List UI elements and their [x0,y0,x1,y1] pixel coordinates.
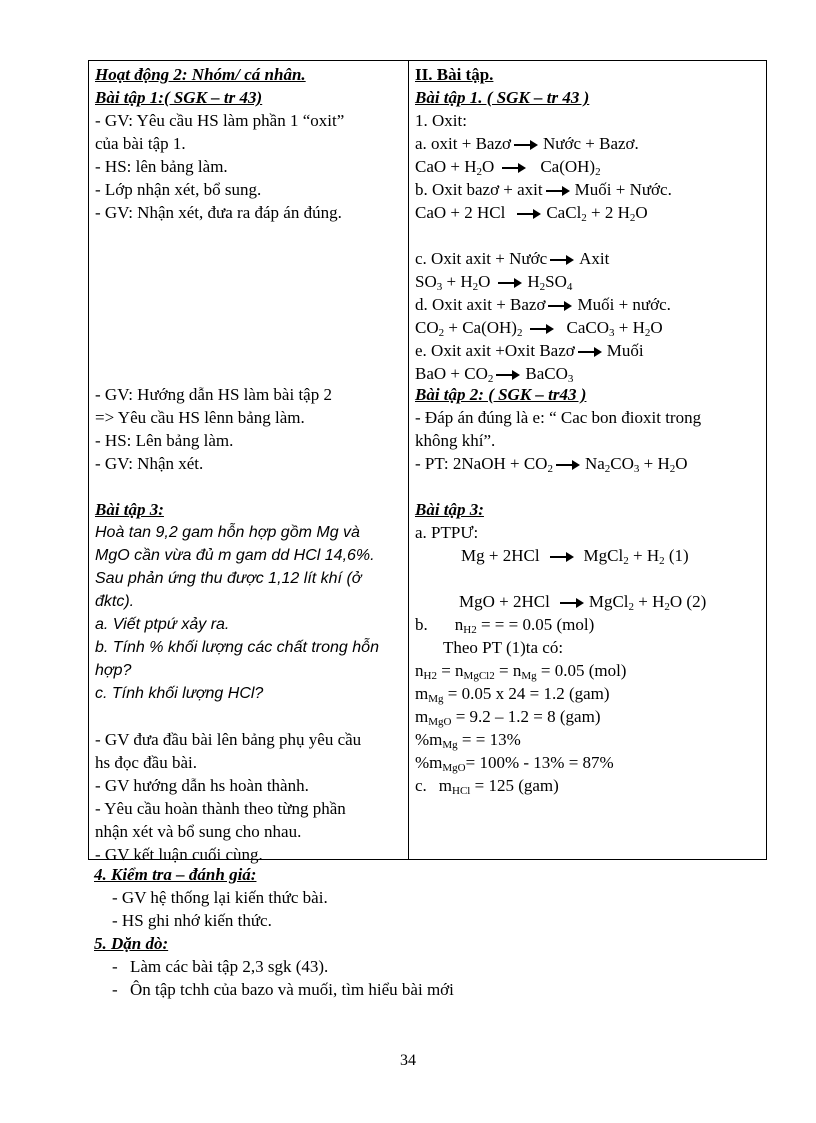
text-line: - GV hướng dẫn hs hoàn thành. [95,776,309,795]
text-line: - GV: Nhận xét. [95,454,204,473]
lesson-table [88,60,767,864]
theo-pt: Theo PT (1)ta có: [443,638,564,657]
text-line: không khí”. [415,431,496,450]
text-line: - HS: Lên bảng làm. [95,431,234,450]
text-line: - GV: Yêu cầu HS làm phần 1 “oxit” [95,111,345,130]
arrow-icon [548,301,574,311]
arrow-icon [496,370,522,380]
problem-line: Sau phản ứng thu được 1,12 lít khí (ở [95,570,362,587]
ex1-heading: Bài tập 1:( SGK – tr 43) [95,88,263,107]
equation-e: BaO + $CO_2$ BaCO$_3$ [415,364,574,385]
text-line: - Yêu cầu hoàn thành theo từng phần [95,799,346,818]
text-line: - GV: Hướng dẫn HS làm bài tập 2 [95,385,332,404]
list-item: - Ôn tập tchh của bazo và muối, tìm hiểu bài mới [112,980,454,999]
ex1-heading: Bài tập 1. ( SGK – tr 43 ) [415,88,590,107]
problem-line: Hoà tan 9,2 gam hỗn hợp gồm Mg và [95,524,360,541]
arrow-icon [514,140,540,150]
equation-d: $CO_2 + Ca(OH)_2$ CaCO$_3$ + $H_2O$ [415,318,663,339]
calc-c: c. $m_{HCl} = 125$ (gam) [415,776,559,797]
arrow-icon [517,209,543,219]
arrow-icon [578,347,604,357]
problem-line: MgO cần vừa đủ m gam dd HCl 14,6%. [95,547,375,564]
arrow-icon [556,460,582,470]
arrow-icon [502,163,528,173]
ex3-heading: Bài tập 3: [415,500,484,519]
ex2-heading: Bài tập 2: ( SGK – tr43 ) [415,385,587,404]
ex2-equation: - PT: 2NaOH + $CO_2$ $Na_2CO_3 + H_2O$ [415,454,688,475]
list-item: - Làm các bài tập 2,3 sgk (43). [112,957,329,976]
page-number: 34 [400,1052,416,1069]
problem-line: b. Tính % khối lượng các chất trong hỗn [95,639,379,656]
reaction-a: a. oxit + Bazơ Nước + Bazơ. [415,134,639,153]
text-line: => Yêu cầu HS lênn bảng làm. [95,408,305,427]
reaction-d: d. Oxit axit + Bazơ Muối + nước. [415,295,671,314]
section-heading: II. Bài tập. [415,65,494,84]
reaction-b: b. Oxit bazơ + axit Muối + Nước. [415,180,672,199]
calc-pct-mgo: $\%m_{MgO}= 100\% - 13\% = 87\%$ [415,753,614,774]
text-line: - GV kết luận cuối cùng. [95,845,263,864]
text-line: - GV hệ thống lại kiến thức bài. [112,888,328,907]
calc-pct-mg: $\%m_{Mg}$ = = 13% [415,730,521,751]
calc-n: $n_{H2} = n_{MgCl2} = n_{Mg} = 0.05$ (mol) [415,661,627,682]
column-divider [408,61,409,859]
arrow-icon [498,278,524,288]
text-line: - GV: Nhận xét, đưa ra đáp án đúng. [95,203,342,222]
text-line: của bài tập 1. [95,134,186,153]
equation-a: CaO + $H_2O$ $Ca(OH)_2$ [415,157,601,178]
text-line: - Đáp án đúng là e: “ Cac bon đioxit trong [415,408,702,427]
text-line: - HS: lên bảng làm. [95,157,228,176]
equation-c: $SO_3 + H_2O$ $H_2SO_4$ [415,272,573,293]
arrow-icon [550,255,576,265]
arrow-icon [546,186,572,196]
arrow-icon [530,324,556,334]
ptpu-label: a. PTPƯ: [415,523,479,542]
text-line: nhận xét và bổ sung cho nhau. [95,822,302,841]
text-line: - Lớp nhận xét, bổ sung. [95,180,262,199]
calc-b: b. $n_{H2}$ = = = 0.05 (mol) [415,615,595,636]
oxit-label: 1. Oxit: [415,111,467,130]
calc-m-mgo: $m_{MgO} = 9.2 - 1.2 = 8$ (gam) [415,707,601,728]
equation-2: MgO + 2HCl MgCl$_2$ + $H_2O$ (2) [459,592,707,613]
arrow-icon [550,552,576,562]
text-line: hs đọc đầu bài. [95,753,197,772]
dando-heading: 5. Dặn dò: [94,934,169,953]
equation-b: CaO + 2 HCl CaCl$_2$ + 2 $H_2O$ [415,203,648,224]
calc-m-mg: $m_{Mg} = 0.05$ x 24 = 1.2 (gam) [415,684,610,705]
reaction-c: c. Oxit axit + Nước Axit [415,249,610,268]
arrow-icon [560,598,586,608]
activity-heading: Hoạt động 2: Nhóm/ cá nhân. [95,65,306,84]
text-line: - HS ghi nhớ kiến thức. [112,911,272,930]
problem-line: c. Tính khối lượng HCl? [95,685,264,702]
problem-line: đktc). [95,593,135,610]
equation-1: Mg + 2HCl MgCl$_2$ + $H_2$ (1) [461,546,689,567]
problem-line: a. Viết ptpứ xảy ra. [95,616,230,633]
problem-line: hợp? [95,662,132,679]
ex3-heading: Bài tập 3: [95,500,164,519]
check-heading: 4. Kiểm tra – đánh giá: [94,865,257,884]
text-line: - GV đưa đầu bài lên bảng phụ yêu cầu [95,730,362,749]
reaction-e: e. Oxit axit +Oxit Bazơ Muối [415,341,644,360]
